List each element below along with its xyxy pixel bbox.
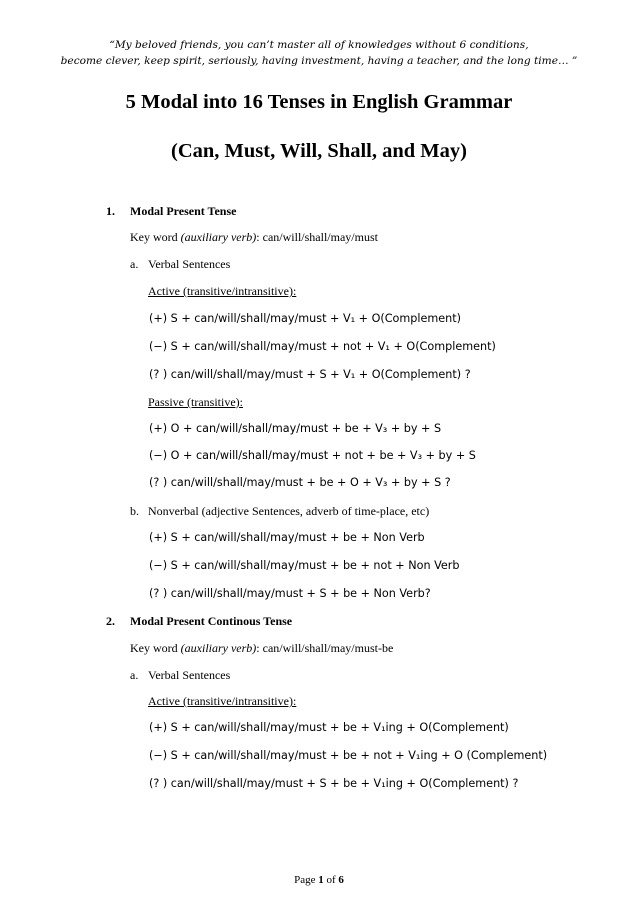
formula-question: (? ) can/will/shall/may/must + S + be + V₁ing + O(Complement) ? (149, 777, 519, 790)
formula-question: (? ) can/will/shall/may/must + S + V₁ + O(Complement) ? (149, 368, 471, 381)
formula-positive: (+) O + can/will/shall/may/must + be + V₃ + by + S (149, 422, 442, 435)
section-number: 2. (106, 614, 115, 628)
page-word: Page (294, 874, 316, 886)
keyword-label: Key word (130, 641, 178, 655)
keyword-label: Key word (130, 230, 178, 244)
subsection-text: Verbal Sentences (148, 257, 231, 271)
keyword-line (130, 640, 393, 656)
active-label: Active (transitive/intransitive): (148, 694, 297, 708)
formula-question: (? ) can/will/shall/may/must + S + be + Non Verb? (149, 587, 431, 600)
of-word: of (326, 874, 336, 886)
formula-negative: (−) S + can/will/shall/may/must + be + not + Non Verb (149, 559, 460, 572)
subsection-a (130, 667, 230, 683)
header-quote-line-2: become clever, keep spirit, seriously, having investment, having a teacher, and the long time… ” (60, 55, 578, 67)
subsection-a (130, 256, 230, 272)
keyword-note: (auxiliary verb) (180, 641, 257, 655)
section-number: 1. (106, 204, 115, 218)
subsection-b (130, 503, 429, 519)
document-title: 5 Modal into 16 Tenses in English Grammar (125, 91, 513, 113)
formula-question: (? ) can/will/shall/may/must + be + O + V₃ + by + S ? (149, 476, 451, 489)
document-subtitle: (Can, Must, Will, Shall, and May) (171, 140, 467, 162)
keyword-value: : can/will/shall/may/must (256, 230, 378, 244)
section-title: Modal Present Continous Tense (130, 614, 293, 628)
subsection-text: Verbal Sentences (148, 668, 231, 682)
page-footer (0, 873, 638, 887)
keyword-value: : can/will/shall/may/must-be (256, 641, 394, 655)
subsection-label: a. (130, 257, 139, 271)
formula-positive: (+) S + can/will/shall/may/must + be + V₁ing + O(Complement) (149, 721, 509, 734)
section-heading (106, 203, 236, 219)
keyword-line (130, 229, 378, 245)
formula-negative: (−) S + can/will/shall/may/must + be + not + V₁ing + O (Complement) (149, 749, 548, 762)
active-label: Active (transitive/intransitive): (148, 284, 297, 298)
subsection-text: Nonverbal (adjective Sentences, adverb of time-place, etc) (148, 504, 430, 518)
formula-positive: (+) S + can/will/shall/may/must + V₁ + O(Complement) (149, 312, 462, 325)
subsection-label: a. (130, 668, 139, 682)
page-total: 6 (338, 874, 344, 886)
section-title: Modal Present Tense (130, 204, 237, 218)
keyword-note: (auxiliary verb) (180, 230, 257, 244)
formula-negative: (−) O + can/will/shall/may/must + not + be + V₃ + by + S (149, 449, 476, 462)
header-quote-line-1: “My beloved friends, you can’t master all of knowledges without 6 conditions, (109, 39, 529, 51)
subsection-label: b. (130, 504, 139, 518)
formula-negative: (−) S + can/will/shall/may/must + not + V₁ + O(Complement) (149, 340, 496, 353)
page-current: 1 (318, 874, 324, 886)
passive-label: Passive (transitive): (148, 395, 243, 409)
section-heading (106, 613, 292, 629)
formula-positive: (+) S + can/will/shall/may/must + be + Non Verb (149, 531, 425, 544)
